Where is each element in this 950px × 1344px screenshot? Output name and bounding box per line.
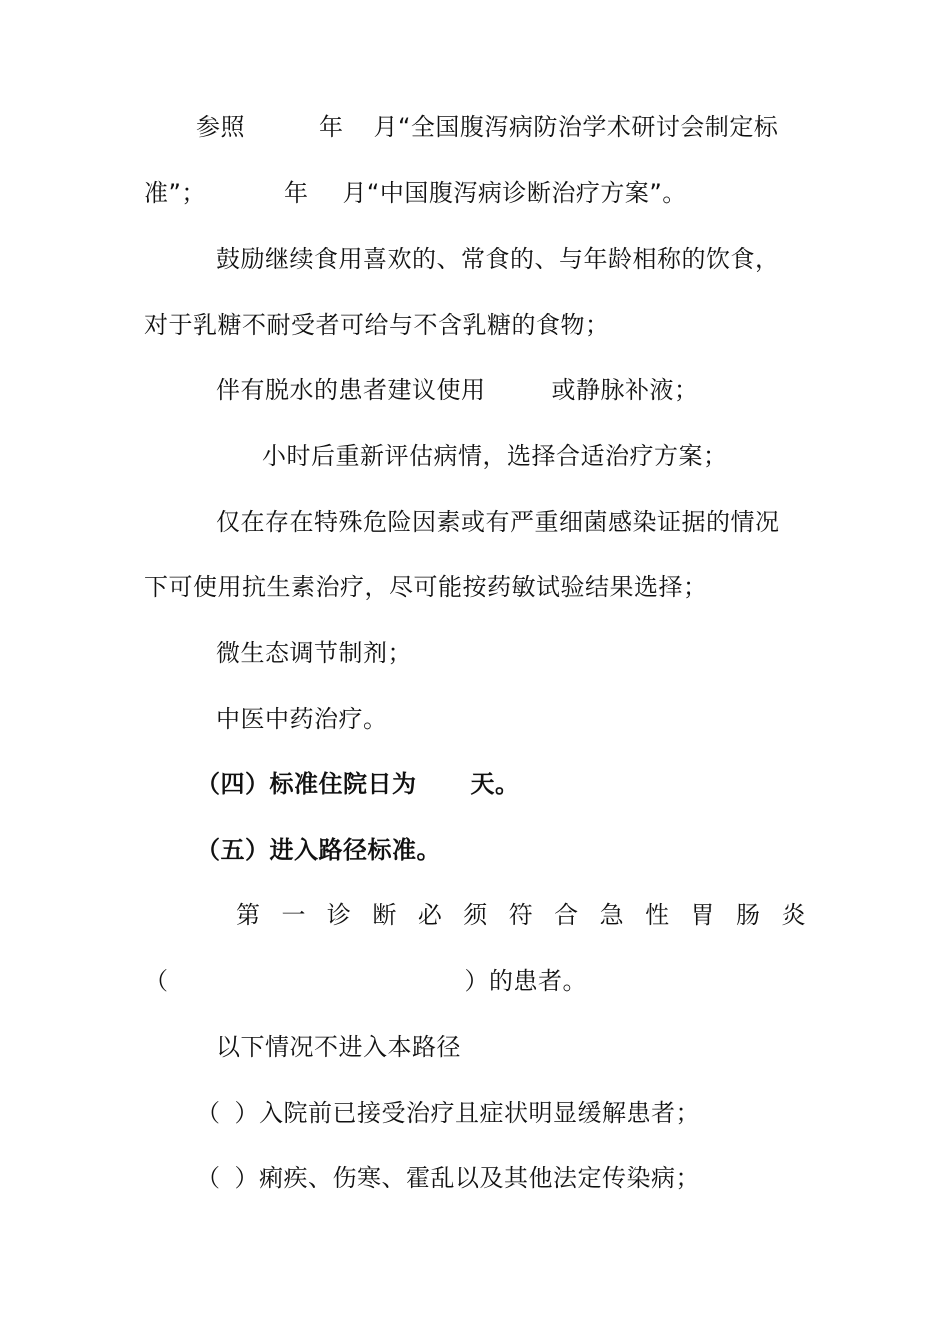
text-segment: 中医中药治疗。	[216, 705, 388, 733]
text-segment: （	[144, 967, 169, 995]
char: 必	[417, 901, 443, 929]
text-segment: （四）标准住院日为	[196, 770, 417, 798]
char: 性	[645, 901, 670, 929]
text-segment: （	[196, 1099, 221, 1127]
paragraph-line	[216, 374, 699, 406]
text-segment: 月“中国腹泻病诊断治疗方案”。	[342, 179, 687, 207]
char: 诊	[326, 901, 352, 929]
paragraph-line	[262, 440, 728, 472]
text-segment: （五）进入路径标准。	[196, 836, 441, 864]
char: 胃	[690, 901, 716, 929]
char: 合	[554, 901, 579, 929]
text-segment: 年	[283, 179, 309, 207]
text-segment: 仅在存在特殊危险因素或有严重细菌感染证据的情况	[216, 508, 780, 536]
section-heading	[196, 834, 441, 866]
text-segment: 微生态调节制剂；	[216, 639, 412, 667]
text-segment: 对于乳糖不耐受者可给与不含乳糖的食物；	[144, 311, 610, 339]
text-segment: （	[196, 1164, 221, 1192]
text-segment: 以下情况不进入本路径	[216, 1033, 461, 1061]
text-segment: ）痢疾、伤寒、霍乱以及其他法定传染病；	[234, 1164, 700, 1192]
text-segment: 年	[319, 113, 344, 141]
char: 断	[372, 901, 397, 929]
paragraph-line	[216, 506, 780, 538]
paragraph-line	[196, 111, 778, 143]
text-segment: 准”；	[144, 179, 206, 207]
paragraph-line	[216, 637, 412, 669]
text-segment: 鼓励继续食用喜欢的、常食的、与年龄相称的饮食，	[216, 245, 780, 273]
paragraph-line	[144, 309, 610, 341]
char: 第	[236, 901, 261, 929]
paragraph-line	[144, 965, 587, 997]
char: 炎	[781, 901, 806, 929]
text-segment: 下可使用抗生素治疗，尽可能按药敏试验结果选择；	[144, 573, 708, 601]
char: 肠	[735, 901, 761, 929]
paragraph-line	[216, 1031, 461, 1063]
paragraph-line	[216, 703, 388, 735]
text-segment: ）入院前已接受治疗且症状明显缓解患者；	[234, 1099, 700, 1127]
text-segment: 或静脉补液；	[551, 376, 699, 404]
text-segment: ）的患者。	[464, 967, 587, 995]
text-segment: 伴有脱水的患者建议使用	[216, 376, 486, 404]
text-segment: 月“全国腹泻病防治学术研讨会制定标	[373, 113, 779, 141]
paragraph-line	[144, 177, 687, 209]
char: 须	[463, 901, 488, 929]
paragraph-line	[144, 571, 708, 603]
paragraph-line	[216, 243, 780, 275]
list-item	[196, 1162, 700, 1194]
section-heading	[196, 768, 520, 800]
text-segment: 参照	[196, 113, 245, 141]
text-segment: 小时后重新评估病情，选择合适治疗方案；	[262, 442, 728, 470]
char: 急	[599, 901, 625, 929]
char: 符	[508, 901, 534, 929]
list-item	[196, 1097, 700, 1129]
char: 一	[281, 901, 306, 929]
justified-line	[236, 899, 806, 931]
text-segment: 天。	[470, 770, 520, 798]
